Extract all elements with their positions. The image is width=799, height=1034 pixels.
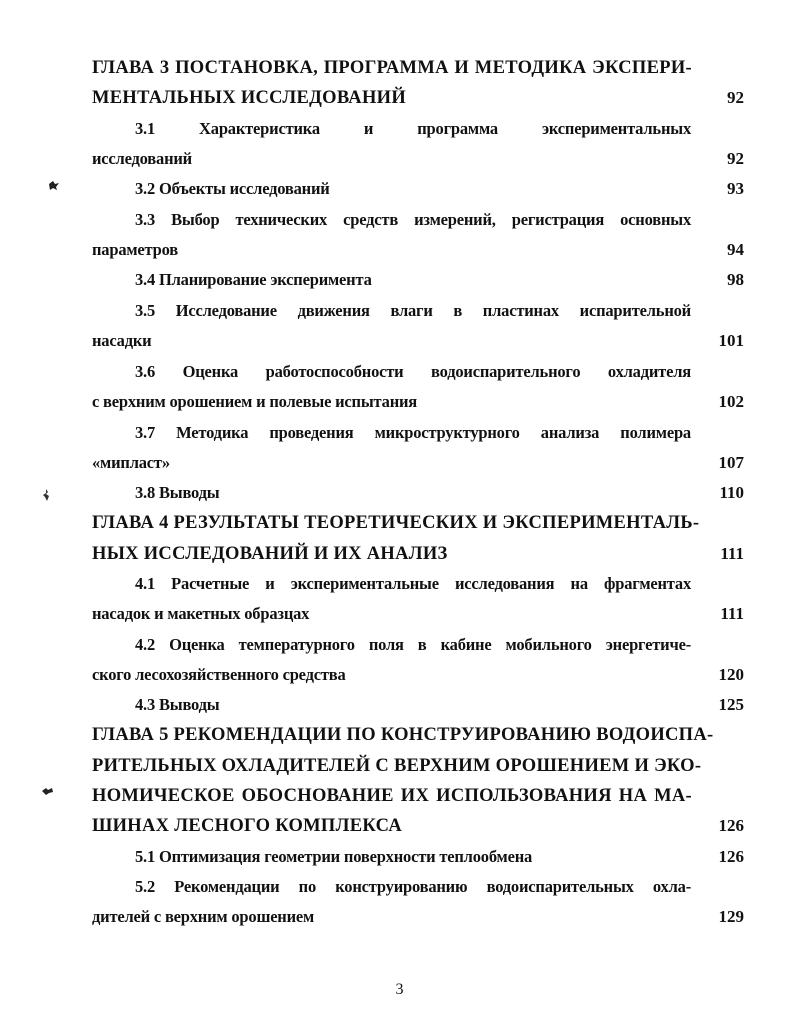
toc-section-4-3 <box>0 690 799 720</box>
toc-section-text: 3.5 Исследование движения влаги в пластинах испарительной <box>135 301 691 320</box>
toc-page-number: 107 <box>718 453 744 472</box>
toc-page-number: 125 <box>718 695 744 714</box>
toc-section-text: 3.4 Планирование эксперимента <box>135 270 372 289</box>
toc-section-3-7-line-2 <box>0 448 799 478</box>
toc-chapter-text: ГЛАВА 5 РЕКОМЕНДАЦИИ ПО КОНСТРУИРОВАНИЮ ВОДОИСПА- <box>92 725 714 745</box>
toc-page-number: 98 <box>727 270 744 289</box>
toc-section-text: дителей с верхним орошением <box>92 907 315 926</box>
toc-section-text: 4.2 Оценка температурного поля в кабине мобильного энергетиче- <box>135 635 691 654</box>
toc-section-3-6-line-2 <box>0 387 799 417</box>
toc-section-5-2-line-1 <box>0 872 799 902</box>
toc-section-text: 5.1 Оптимизация геометрии поверхности теплообмена <box>135 847 533 866</box>
scan-speck-icon <box>40 488 54 502</box>
toc-page-number: 92 <box>727 88 744 107</box>
toc-chapter-5-title-line-3 <box>0 781 799 811</box>
toc-chapter-text: НОМИЧЕСКОЕ ОБОСНОВАНИЕ ИХ ИСПОЛЬЗОВАНИЯ НА МА- <box>92 786 692 806</box>
toc-page-number: 120 <box>718 665 744 684</box>
toc-chapter-text: ГЛАВА 3 ПОСТАНОВКА, ПРОГРАММА И МЕТОДИКА ЭКСПЕРИ- <box>92 58 692 78</box>
toc-section-text: 3.1 Характеристика и программа экспериментальных <box>135 119 691 138</box>
toc-page-number: 93 <box>727 179 744 198</box>
toc-section-text: 5.2 Рекомендации по конструированию водоиспарительных охла- <box>135 877 691 896</box>
toc-section-4-1-line-1 <box>0 569 799 599</box>
toc-page-number: 126 <box>718 816 744 835</box>
toc-page-number: 110 <box>719 483 744 502</box>
toc-chapter-text: РИТЕЛЬНЫХ ОХЛАДИТЕЛЕЙ С ВЕРХНИМ ОРОШЕНИЕМ И ЭКО- <box>92 756 702 776</box>
toc-chapter-text: МЕНТАЛЬНЫХ ИССЛЕДОВАНИЙ <box>92 88 407 108</box>
scan-speck-icon <box>47 178 61 192</box>
toc-section-text: 3.2 Объекты исследований <box>135 179 330 198</box>
toc-section-3-8 <box>0 478 799 508</box>
toc-section-4-1-line-2 <box>0 599 799 629</box>
toc-section-4-2-line-2 <box>0 660 799 690</box>
toc-chapter-5-title-line-1 <box>0 720 799 750</box>
toc-section-3-5-line-2 <box>0 326 799 356</box>
toc-chapter-4-title-line-1 <box>0 508 799 538</box>
toc-chapter-text: ГЛАВА 4 РЕЗУЛЬТАТЫ ТЕОРЕТИЧЕСКИХ И ЭКСПЕРИМЕНТАЛЬ- <box>92 513 700 533</box>
toc-section-3-6-line-1 <box>0 357 799 387</box>
toc-section-3-2 <box>0 174 799 204</box>
toc-section-text: ского лесохозяйственного средства <box>92 665 346 684</box>
toc-chapter-4-title-line-2 <box>0 539 799 569</box>
toc-section-3-4 <box>0 265 799 295</box>
toc-chapter-text: ШИНАХ ЛЕСНОГО КОМПЛЕКСА <box>92 816 402 836</box>
toc-chapter-3-title-line-2 <box>0 83 799 113</box>
toc-page-number: 126 <box>718 847 744 866</box>
page-number: 3 <box>395 981 404 998</box>
toc-section-text: параметров <box>92 240 178 259</box>
toc-page-number: 92 <box>727 149 744 168</box>
toc-section-text: 3.7 Методика проведения микроструктурного анализа полимера <box>135 423 691 442</box>
toc-section-text: насадок и макетных образцах <box>92 604 310 623</box>
toc-section-text: «мипласт» <box>92 453 170 472</box>
toc-page-number: 101 <box>718 331 744 350</box>
toc-chapter-5-title-line-4 <box>0 811 799 841</box>
toc-section-3-1-line-1 <box>0 114 799 144</box>
toc-page-number: 94 <box>727 240 744 259</box>
toc-section-text: 3.3 Выбор технических средств измерений, регистрация основных <box>135 210 691 229</box>
toc-page-number: 111 <box>720 544 744 563</box>
toc-section-text: 4.3 Выводы <box>135 695 220 714</box>
toc-section-5-1 <box>0 842 799 872</box>
toc-section-text: 4.1 Расчетные и экспериментальные исследования на фрагментах <box>135 574 691 593</box>
toc-section-text: насадки <box>92 331 152 350</box>
toc-section-3-3-line-1 <box>0 205 799 235</box>
toc-page-number: 129 <box>718 907 744 926</box>
toc-section-3-3-line-2 <box>0 235 799 265</box>
toc-section-text: 3.6 Оценка работоспособности водоиспарительного охладителя <box>135 362 691 381</box>
toc-chapter-text: НЫХ ИССЛЕДОВАНИЙ И ИХ АНАЛИЗ <box>92 544 448 564</box>
toc-section-3-7-line-1 <box>0 418 799 448</box>
toc-chapter-5-title-line-2 <box>0 751 799 781</box>
toc-section-text: исследований <box>92 149 192 168</box>
toc-section-3-1-line-2 <box>0 144 799 174</box>
toc-section-4-2-line-1 <box>0 630 799 660</box>
toc-section-5-2-line-2 <box>0 902 799 932</box>
toc-page-number: 111 <box>720 604 744 623</box>
scan-speck-icon <box>41 784 55 798</box>
toc-section-3-5-line-1 <box>0 296 799 326</box>
toc-page-number: 102 <box>718 392 744 411</box>
toc-section-text: 3.8 Выводы <box>135 483 220 502</box>
toc-section-text: с верхним орошением и полевые испытания <box>92 392 418 411</box>
toc-chapter-3-title-line-1 <box>0 53 799 83</box>
